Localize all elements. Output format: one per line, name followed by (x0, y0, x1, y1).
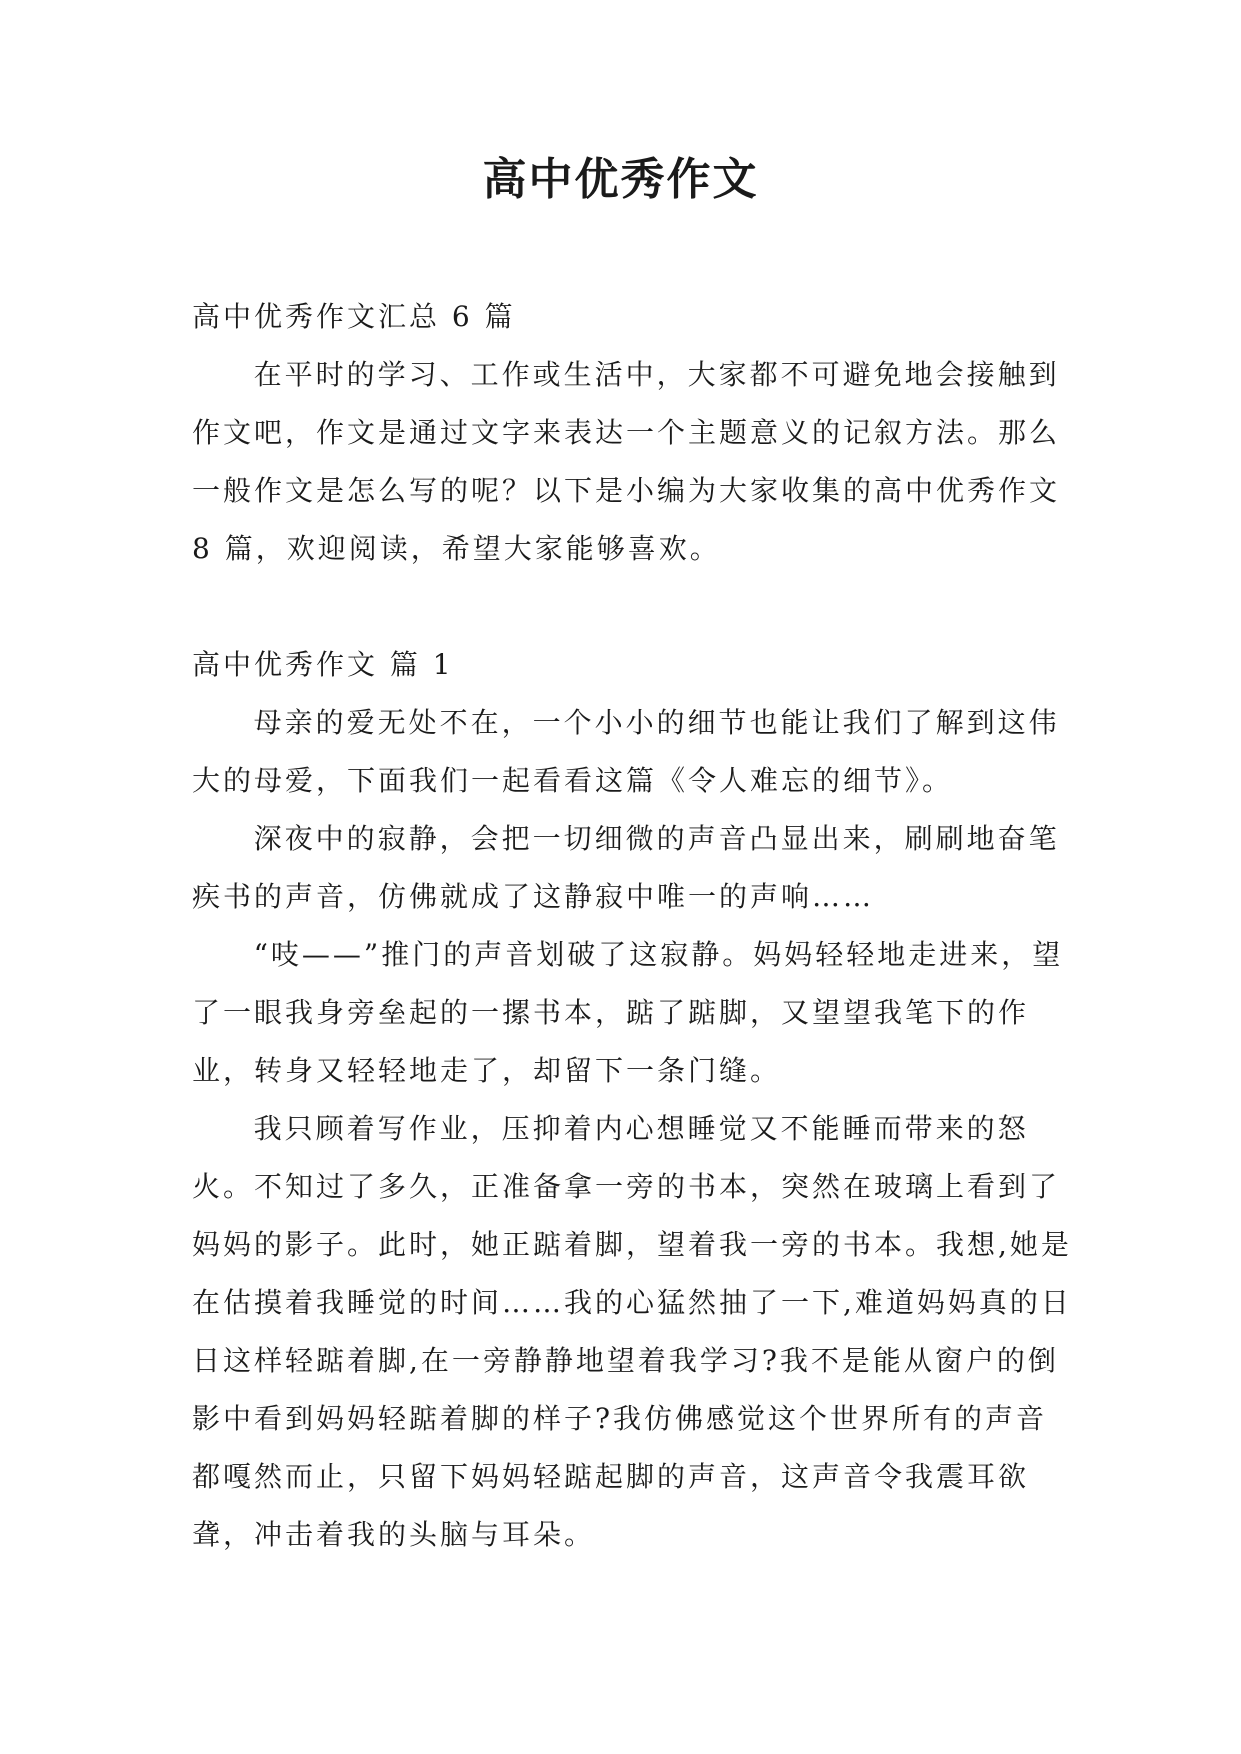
body-paragraph: 母亲的爱无处不在，一个小小的细节也能让我们了解到这伟大的母爱，下面我们一起看看这篇《令人难忘的细节》。 (192, 706, 1060, 797)
body-paragraph: 我只顾着写作业，压抑着内心想睡觉又不能睡而带来的怒火。不知过了多久，正准备拿一旁的书本，突然在玻璃上看到了妈妈的影子。此时，她正踮着脚，望着我一旁的书本。我想,她是在估摸着我睡觉的时间……我的心猛然抽了一下,难道妈妈真的日日这样轻踮着脚,在一旁静静地望着我学习?我不是能从窗户的倒影中看到妈妈轻踮着脚的样子?我仿佛感觉这个世界所有的声音都嘎然而止，只留下妈妈轻踮起脚的声音，这声音令我震耳欲聋，冲击着我的头脑与耳朵。 (192, 1112, 1072, 1551)
summary-heading: 高中优秀作文汇总 6 篇 (192, 300, 516, 333)
document-body (192, 288, 1072, 1564)
intro-paragraph: 在平时的学习、工作或生活中，大家都不可避免地会接触到作文吧，作文是通过文字来表达一个主题意义的记叙方法。那么一般作文是怎么写的呢？以下是小编为大家收集的高中优秀作文 8 篇，欢迎阅读，希望大家能够喜欢。 (192, 358, 1061, 565)
section-heading: 高中优秀作文 篇 1 (192, 648, 454, 681)
body-paragraph: 深夜中的寂静，会把一切细微的声音凸显出来，刷刷地奋笔疾书的声音，仿佛就成了这静寂中唯一的声响…… (192, 822, 1060, 913)
section-gap (192, 578, 1072, 636)
body-paragraph: “吱——”推门的声音划破了这寂静。妈妈轻轻地走进来，望了一眼我身旁垒起的一摞书本，踮了踮脚，又望望我笔下的作业，转身又轻轻地走了，却留下一条门缝。 (192, 938, 1064, 1087)
document-title: 高中优秀作文 (482, 154, 759, 205)
